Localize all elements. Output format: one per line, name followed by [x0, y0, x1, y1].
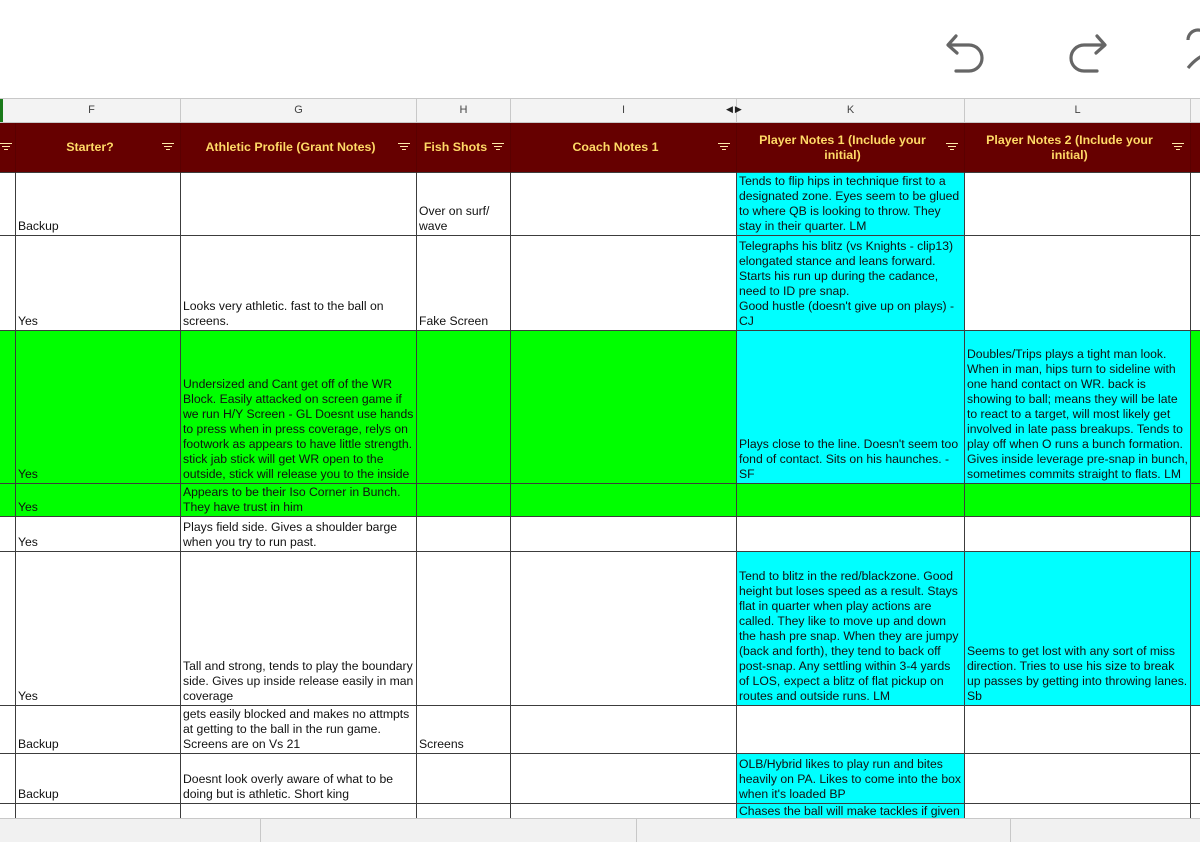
table-row	[0, 484, 1200, 517]
header-coach-notes[interactable]	[511, 123, 737, 173]
header-fish-label: Fish Shots	[423, 140, 488, 154]
header-athletic-label: Athletic Profile (Grant Notes)	[205, 140, 376, 154]
table-row	[0, 173, 1200, 236]
athletic-cell[interactable]	[181, 804, 417, 818]
header-athletic-profile[interactable]	[181, 123, 417, 173]
filter-icon[interactable]	[0, 143, 12, 152]
filter-icon[interactable]	[492, 143, 504, 152]
filter-icon[interactable]	[718, 143, 730, 152]
player1-cell[interactable]: OLB/Hybrid likes to play run and bites heavily on PA. Likes to come into the box when it's loaded BP	[737, 754, 965, 804]
athletic-cell[interactable]: gets easily blocked and makes no attmpts at getting to the ball in the run game. Screens are on Vs 21	[181, 706, 417, 754]
column-letter-k[interactable]: K	[737, 99, 965, 122]
fish-cell[interactable]	[417, 517, 511, 552]
table-row	[0, 706, 1200, 754]
athletic-cell[interactable]: Undersized and Cant get off of the WR Block. Easily attacked on screen game if we run H/Y Screen - GL Doesnt use hands to press when in press coverage, relys on footwork as appears to have little strength. stick jab stick will get WR open to the outside, stick will release you to the inside	[181, 331, 417, 484]
coach-cell[interactable]	[511, 754, 737, 804]
player2-cell[interactable]	[965, 517, 1191, 552]
filter-icon[interactable]	[162, 143, 174, 152]
starter-cell[interactable]: Backup	[16, 754, 181, 804]
fish-cell[interactable]	[417, 331, 511, 484]
athletic-cell[interactable]: Doesnt look overly aware of what to be doing but is athletic. Short king	[181, 754, 417, 804]
table-row	[0, 754, 1200, 804]
table-cell[interactable]	[1191, 706, 1200, 754]
header-player1-label: Player Notes 1 (Include your initial)	[759, 132, 926, 162]
redo-icon[interactable]	[1063, 26, 1111, 74]
player1-cell[interactable]: Tends to flip hips in technique first to a designated zone. Eyes seem to be glued to where QB is looking to throw. They stay in their quarter. LM	[737, 173, 965, 236]
fish-cell[interactable]	[417, 754, 511, 804]
header-coach-label: Coach Notes 1	[572, 140, 659, 154]
bottom-bar-segment[interactable]	[260, 819, 636, 842]
coach-cell[interactable]	[511, 706, 737, 754]
filter-icon[interactable]	[398, 143, 410, 152]
table-row	[0, 804, 1200, 818]
starter-cell[interactable]: Yes	[16, 236, 181, 331]
column-letter-f[interactable]: F	[0, 99, 181, 122]
starter-cell[interactable]: Yes	[16, 484, 181, 517]
bottom-bar-segment[interactable]	[636, 819, 1010, 842]
column-letter-i[interactable]: I	[511, 99, 737, 122]
table-row	[0, 331, 1200, 484]
column-letter-h[interactable]: H	[417, 99, 511, 122]
player2-cell[interactable]	[965, 706, 1191, 754]
starter-cell[interactable]: Yes	[16, 331, 181, 484]
spreadsheet-grid	[0, 123, 1200, 818]
table-row	[0, 552, 1200, 706]
undo-icon[interactable]	[942, 26, 990, 74]
starter-cell[interactable]	[16, 804, 181, 818]
hidden-column-arrows-icon[interactable]: ◀▶	[726, 104, 744, 114]
player1-cell[interactable]: Tend to blitz in the red/blackzone. Good height but loses speed as a result. Stays flat in quarter when play actions are called. They like to move up and down the hash pre snap. When they are jumpy (back and forth), they tend to back off post-snap. Any settling within 3-4 yards of LOS, expect a blitz of flat pickup on routes and outside runs. LM	[737, 552, 965, 706]
starter-cell[interactable]: Yes	[16, 517, 181, 552]
coach-cell[interactable]	[511, 236, 737, 331]
player2-cell[interactable]	[965, 804, 1191, 818]
player1-cell[interactable]: Plays close to the line. Doesn't seem too fond of contact. Sits on his haunches. - SF	[737, 331, 965, 484]
table-cell[interactable]	[1191, 484, 1200, 517]
table-cell[interactable]	[0, 331, 16, 484]
player2-cell[interactable]: Seems to get lost with any sort of miss direction. Tries to use his size to break up passes by getting into throwing lanes. Sb	[965, 552, 1191, 706]
fish-cell[interactable]: Fake Screen	[417, 236, 511, 331]
header-cell-m[interactable]	[1191, 123, 1200, 173]
player2-cell[interactable]	[965, 173, 1191, 236]
starter-cell[interactable]: Backup	[16, 173, 181, 236]
coach-cell[interactable]	[511, 173, 737, 236]
column-letter-l[interactable]: L	[965, 99, 1191, 122]
player1-cell[interactable]	[737, 484, 965, 517]
table-cell[interactable]	[1191, 173, 1200, 236]
filter-icon[interactable]	[946, 143, 958, 152]
header-row	[0, 123, 1200, 173]
athletic-cell[interactable]: Tall and strong, tends to play the boundary side. Gives up inside release easily in man coverage	[181, 552, 417, 706]
player1-cell[interactable]	[737, 706, 965, 754]
table-cell[interactable]	[0, 754, 16, 804]
table-cell[interactable]	[1191, 552, 1200, 706]
table-cell[interactable]	[0, 484, 16, 517]
table-cell[interactable]	[0, 804, 16, 818]
table-cell[interactable]	[0, 236, 16, 331]
starter-cell[interactable]: Yes	[16, 552, 181, 706]
header-player2-label: Player Notes 2 (Include your initial)	[986, 132, 1153, 162]
table-cell[interactable]	[1191, 804, 1200, 818]
table-cell[interactable]	[1191, 236, 1200, 331]
table-row	[0, 236, 1200, 331]
sheet-bottom-bar	[0, 818, 1200, 842]
table-cell[interactable]	[0, 517, 16, 552]
fish-cell[interactable]: Over on surf/ wave	[417, 173, 511, 236]
header-starter-label: Starter?	[66, 140, 114, 154]
starter-cell[interactable]: Backup	[16, 706, 181, 754]
header-fish-shots[interactable]	[417, 123, 511, 173]
table-row	[0, 517, 1200, 552]
fish-cell[interactable]	[417, 804, 511, 818]
profile-icon[interactable]	[1178, 26, 1200, 74]
fish-cell[interactable]	[417, 484, 511, 517]
column-letter-g[interactable]: G	[181, 99, 417, 122]
athletic-cell[interactable]: Looks very athletic. fast to the ball on screens.	[181, 236, 417, 331]
coach-cell[interactable]	[511, 517, 737, 552]
table-cell[interactable]	[0, 552, 16, 706]
athletic-cell[interactable]: Plays field side. Gives a shoulder barge when you try to run past.	[181, 517, 417, 552]
table-cell[interactable]	[0, 706, 16, 754]
column-header-strip	[0, 98, 1200, 123]
table-cell[interactable]	[1191, 331, 1200, 484]
table-cell[interactable]	[1191, 754, 1200, 804]
player1-cell[interactable]: Telegraphs his blitz (vs Knights - clip13) elongated stance and leans forward. Starts his run up during the cadance, need to ID pre snap. Good hustle (doesn't give up on plays) - CJ	[737, 236, 965, 331]
athletic-cell[interactable]	[181, 173, 417, 236]
player1-cell[interactable]: Chases the ball will make tackles if given	[737, 804, 965, 818]
toolbar	[0, 0, 1200, 98]
filter-icon[interactable]	[1172, 143, 1184, 152]
coach-cell[interactable]	[511, 552, 737, 706]
header-player-notes-2[interactable]	[965, 123, 1191, 173]
header-player-notes-1[interactable]	[737, 123, 965, 173]
player2-cell[interactable]	[965, 236, 1191, 331]
bottom-bar-segment[interactable]	[1010, 819, 1200, 842]
fish-cell[interactable]	[417, 552, 511, 706]
player2-cell[interactable]	[965, 484, 1191, 517]
player1-cell[interactable]	[737, 517, 965, 552]
header-cell-e[interactable]	[0, 123, 16, 173]
table-cell[interactable]	[1191, 517, 1200, 552]
player2-cell[interactable]: Doubles/Trips plays a tight man look. When in man, hips turn to sideline with one hand contact on WR. back is showing to ball; means they will be late to react to a target, will most likely get involved in late pass breakups. Tends to play off when O runs a bunch formation. Gives inside leverage pre-snap in bunch, sometimes commits straight to flats. LM	[965, 331, 1191, 484]
coach-cell[interactable]	[511, 331, 737, 484]
player2-cell[interactable]	[965, 754, 1191, 804]
fish-cell[interactable]: Screens	[417, 706, 511, 754]
coach-cell[interactable]	[511, 804, 737, 818]
athletic-cell[interactable]: Appears to be their Iso Corner in Bunch. They have trust in him	[181, 484, 417, 517]
coach-cell[interactable]	[511, 484, 737, 517]
table-cell[interactable]	[0, 173, 16, 236]
header-starter[interactable]	[16, 123, 181, 173]
